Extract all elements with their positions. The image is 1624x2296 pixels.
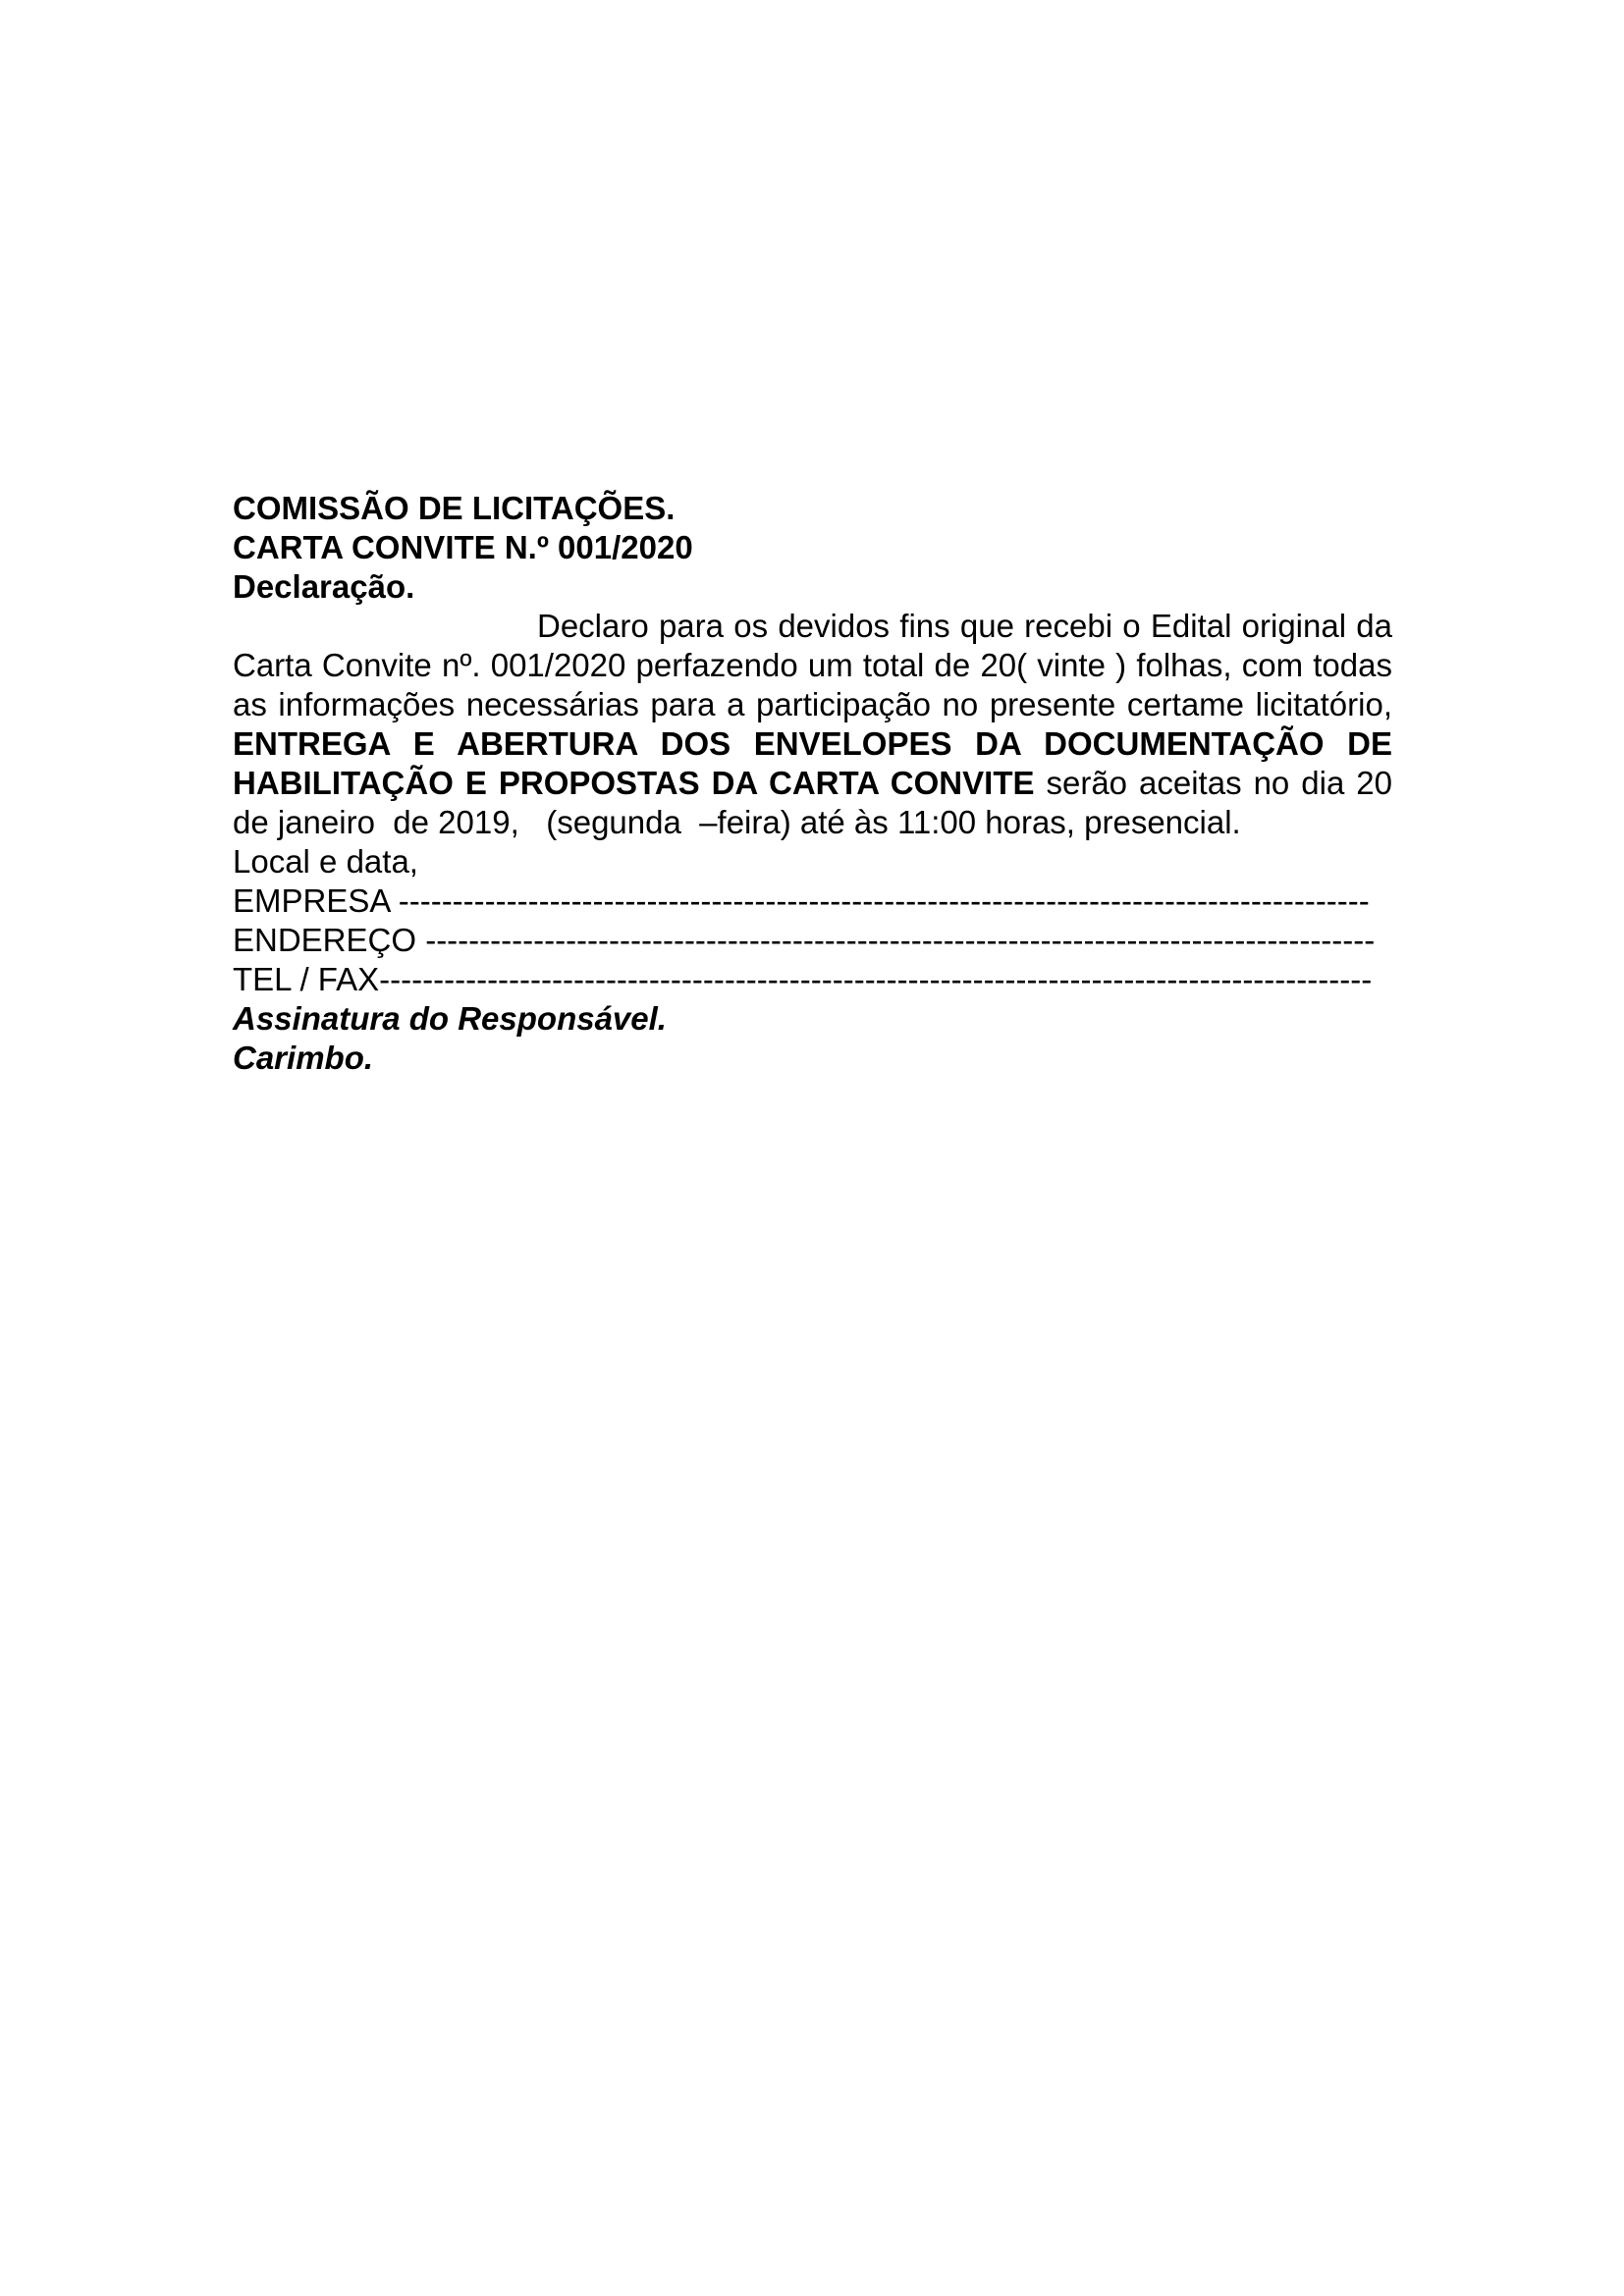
paragraph-line-5	[233, 764, 1392, 803]
company-field-label: EMPRESA	[233, 882, 399, 919]
company-fill-line: ------------------------------------------------------------------------------------------	[398, 882, 1370, 919]
paragraph-line-2: Carta Convite nº. 001/2020 perfazendo um total de 20( vinte ) folhas, com todas	[233, 647, 1392, 683]
paragraph-line-4: ENTREGA E ABERTURA DOS ENVELOPES DA DOCUMENTAÇÃO DE	[233, 725, 1392, 762]
address-fill-line: ----------------------------------------------------------------------------------------	[425, 922, 1376, 958]
paragraph-line-1: Declaro para os devidos fins que recebi o Edital original da	[537, 608, 1392, 644]
address-field	[233, 921, 1392, 960]
paragraph-line-3: as informações necessárias para a participação no presente certame licitatório,	[233, 686, 1392, 722]
declaration-heading: Declaração.	[233, 568, 415, 605]
tel-fax-field	[233, 960, 1392, 999]
committee-title: COMISSÃO DE LICITAÇÕES.	[233, 490, 676, 526]
address-field-label: ENDEREÇO	[233, 922, 426, 958]
company-field	[233, 881, 1392, 921]
paragraph-line-5-bold-text: HABILITAÇÃO E PROPOSTAS DA CARTA CONVITE	[233, 765, 1035, 801]
stamp-label: Carimbo.	[233, 1040, 374, 1076]
tel-fax-field-label: TEL / FAX	[233, 961, 380, 997]
paragraph-line-6: de janeiro de 2019, (segunda –feira) até às 11:00 horas, presencial.	[233, 804, 1241, 840]
signature-label: Assinatura do Responsável.	[233, 1000, 667, 1037]
tel-fax-fill-line: --------------------------------------------------------------------------------------------	[379, 961, 1373, 997]
declaration-paragraph	[233, 607, 1392, 842]
place-date-label: Local e data,	[233, 843, 418, 880]
letter-number-title: CARTA CONVITE N.º 001/2020	[233, 529, 693, 565]
paragraph-line-5-regular-text: serão aceitas no dia 20	[1034, 765, 1392, 801]
